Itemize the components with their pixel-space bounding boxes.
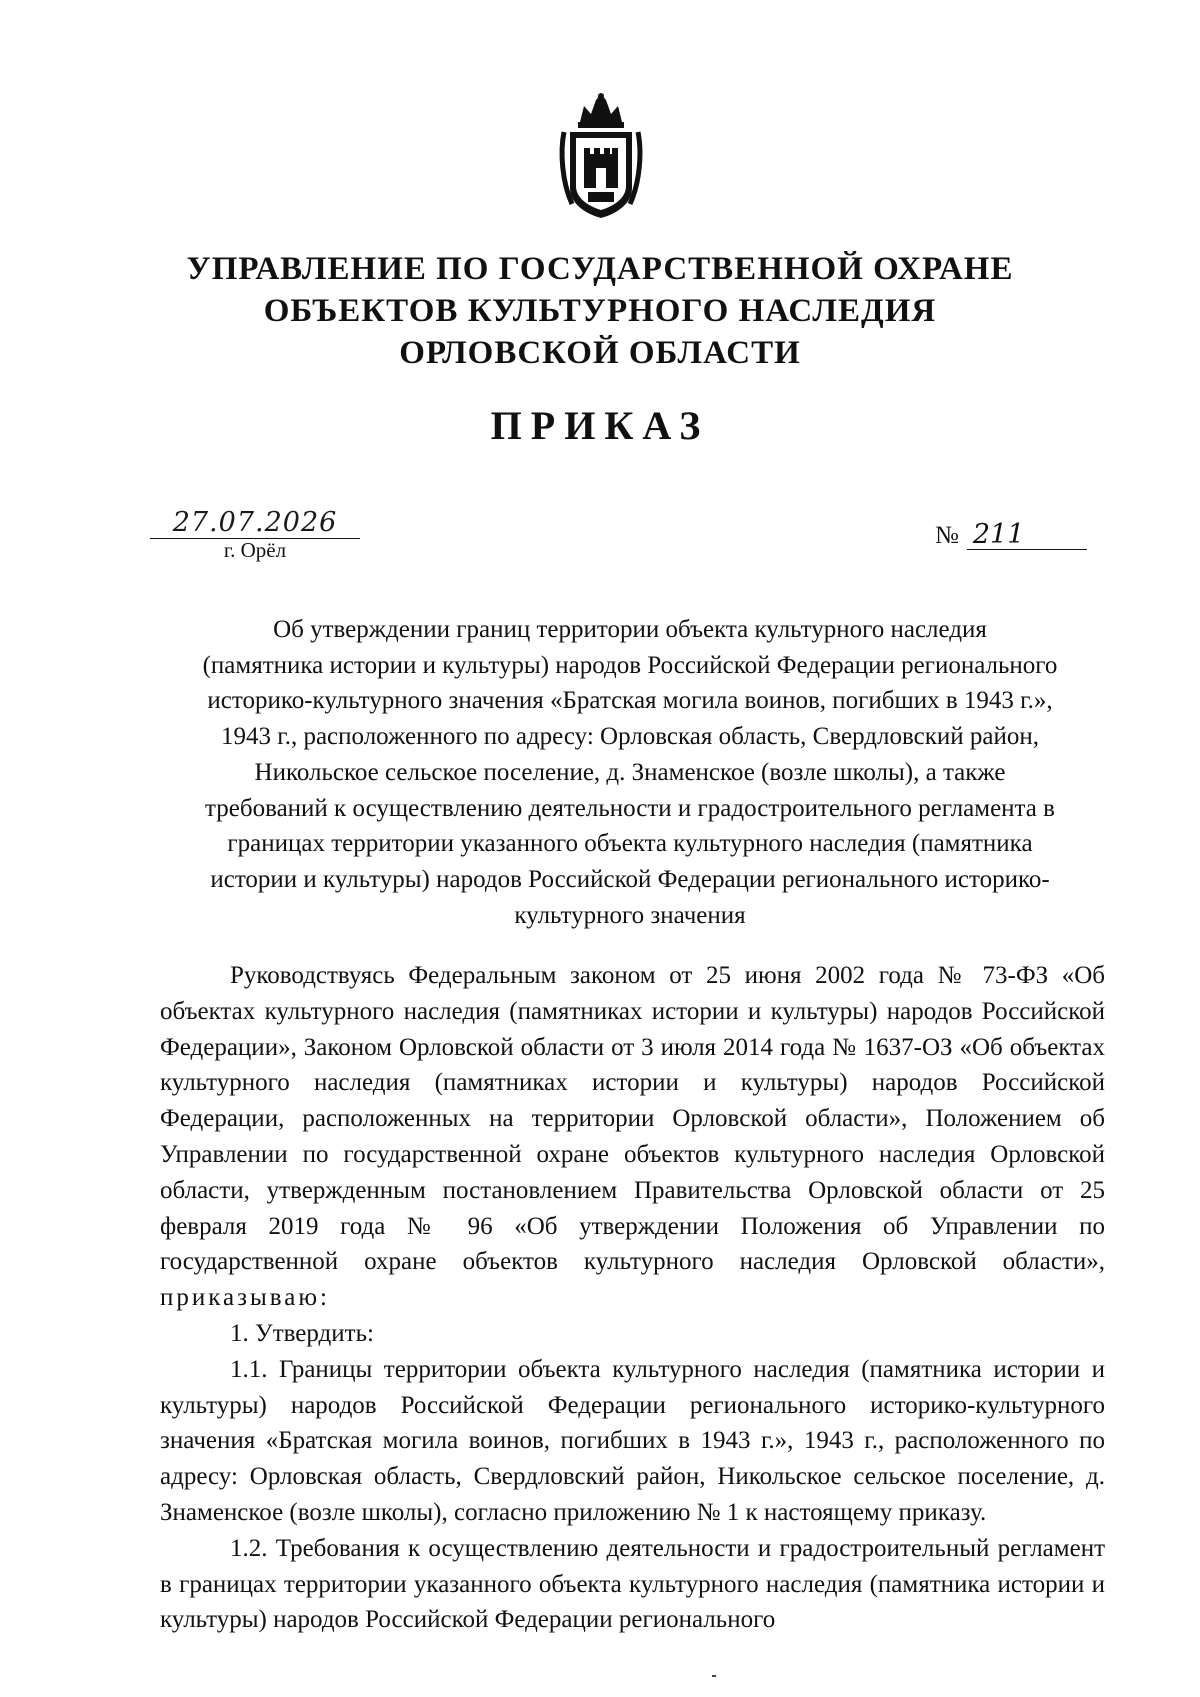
order-word: приказываю: [160,1284,330,1312]
subject-line: требований к осуществлению деятельности и градостроительного регламента в [205,794,1055,822]
city: г. Орёл [223,538,287,562]
order-body [160,958,1105,1638]
item-1-1: 1.1. Границы территории объекта культурного наследия (памятника истории и культуры) народов Российской Федерации регионального историко-культурного значения «Братская могила воинов, погибших в 1943 г.», 1943 г., расположенного по адресу: Орловская область, Свердловский район, Никольское сельское поселение, д. Знаменское (возле школы), согласно приложению № 1 к настоящему приказу. [160,1355,1105,1526]
preamble-paragraph [160,958,1105,1316]
agency-name [150,248,1050,374]
agency-name-line: ОРЛОВСКОЙ ОБЛАСТИ [399,335,801,371]
order-date: 27.07.2026 [172,507,338,538]
order-number: 211 [967,521,1087,550]
subject-line: границах территории указанного объекта культурного наследия (памятника [227,830,1033,858]
subject-line: историко-культурного значения «Братская могила воинов, погибших в 1943 г.», [207,687,1053,715]
subject-line: Об утверждении границ территории объекта культурного наследия [273,616,987,643]
subject-line: истории и культуры) народов Российской Федерации регионального историко- [210,865,1050,893]
number-label: № [935,522,959,549]
item-1: 1. Утвердить: [230,1319,374,1347]
item-1-2: 1.2. Требования к осуществлению деятельности и градостроительный регламент в границах территории указанного объекта культурного наследия (памятника истории и культуры) народов Российской Федерации регионального [160,1534,1105,1634]
page-mark [712,1675,716,1677]
order-subject [150,612,1110,933]
agency-name-line: УПРАВЛЕНИЕ ПО ГОСУДАРСТВЕННОЙ ОХРАНЕ [186,251,1014,287]
subject-line: культурного значения [514,901,746,929]
date-block [150,508,360,561]
agency-name-line: ОБЪЕКТОВ КУЛЬТУРНОГО НАСЛЕДИЯ [263,293,937,329]
subject-line: (памятника истории и культуры) народов Российской Федерации регионального [202,651,1058,679]
subject-line: 1943 г., расположенного по адресу: Орловская область, Свердловский район, [221,723,1039,751]
order-number-block [935,521,1087,550]
document-type-title: ПРИКАЗ [490,403,710,448]
preamble-text: Руководствуясь Федеральным законом от 25 июня 2002 года № 73-ФЗ «Об объектах культурного наследия (памятниках истории и культуры) народов Российской Федерации», Законом Орловской области от 3 июля 2014 года № 1637-ОЗ «Об объектах культурного наследия (памятниках истории и культуры) народов Российской Федерации, расположенных на территории Орловской области», Положением об Управлении по государственной охране объектов культурного наследия Орловской области, утвержденным постановлением Правительства Орловской области от 25 февраля 2019 года № 96 «Об утверждении Положения об Управлении по государственной охране объектов культурного наследия Орловской области», [160,962,1105,1276]
orel-oblast-coat-of-arms-icon [558,92,644,224]
subject-line: Никольское сельское поселение, д. Знаменское (возле школы), а также [254,758,1006,786]
